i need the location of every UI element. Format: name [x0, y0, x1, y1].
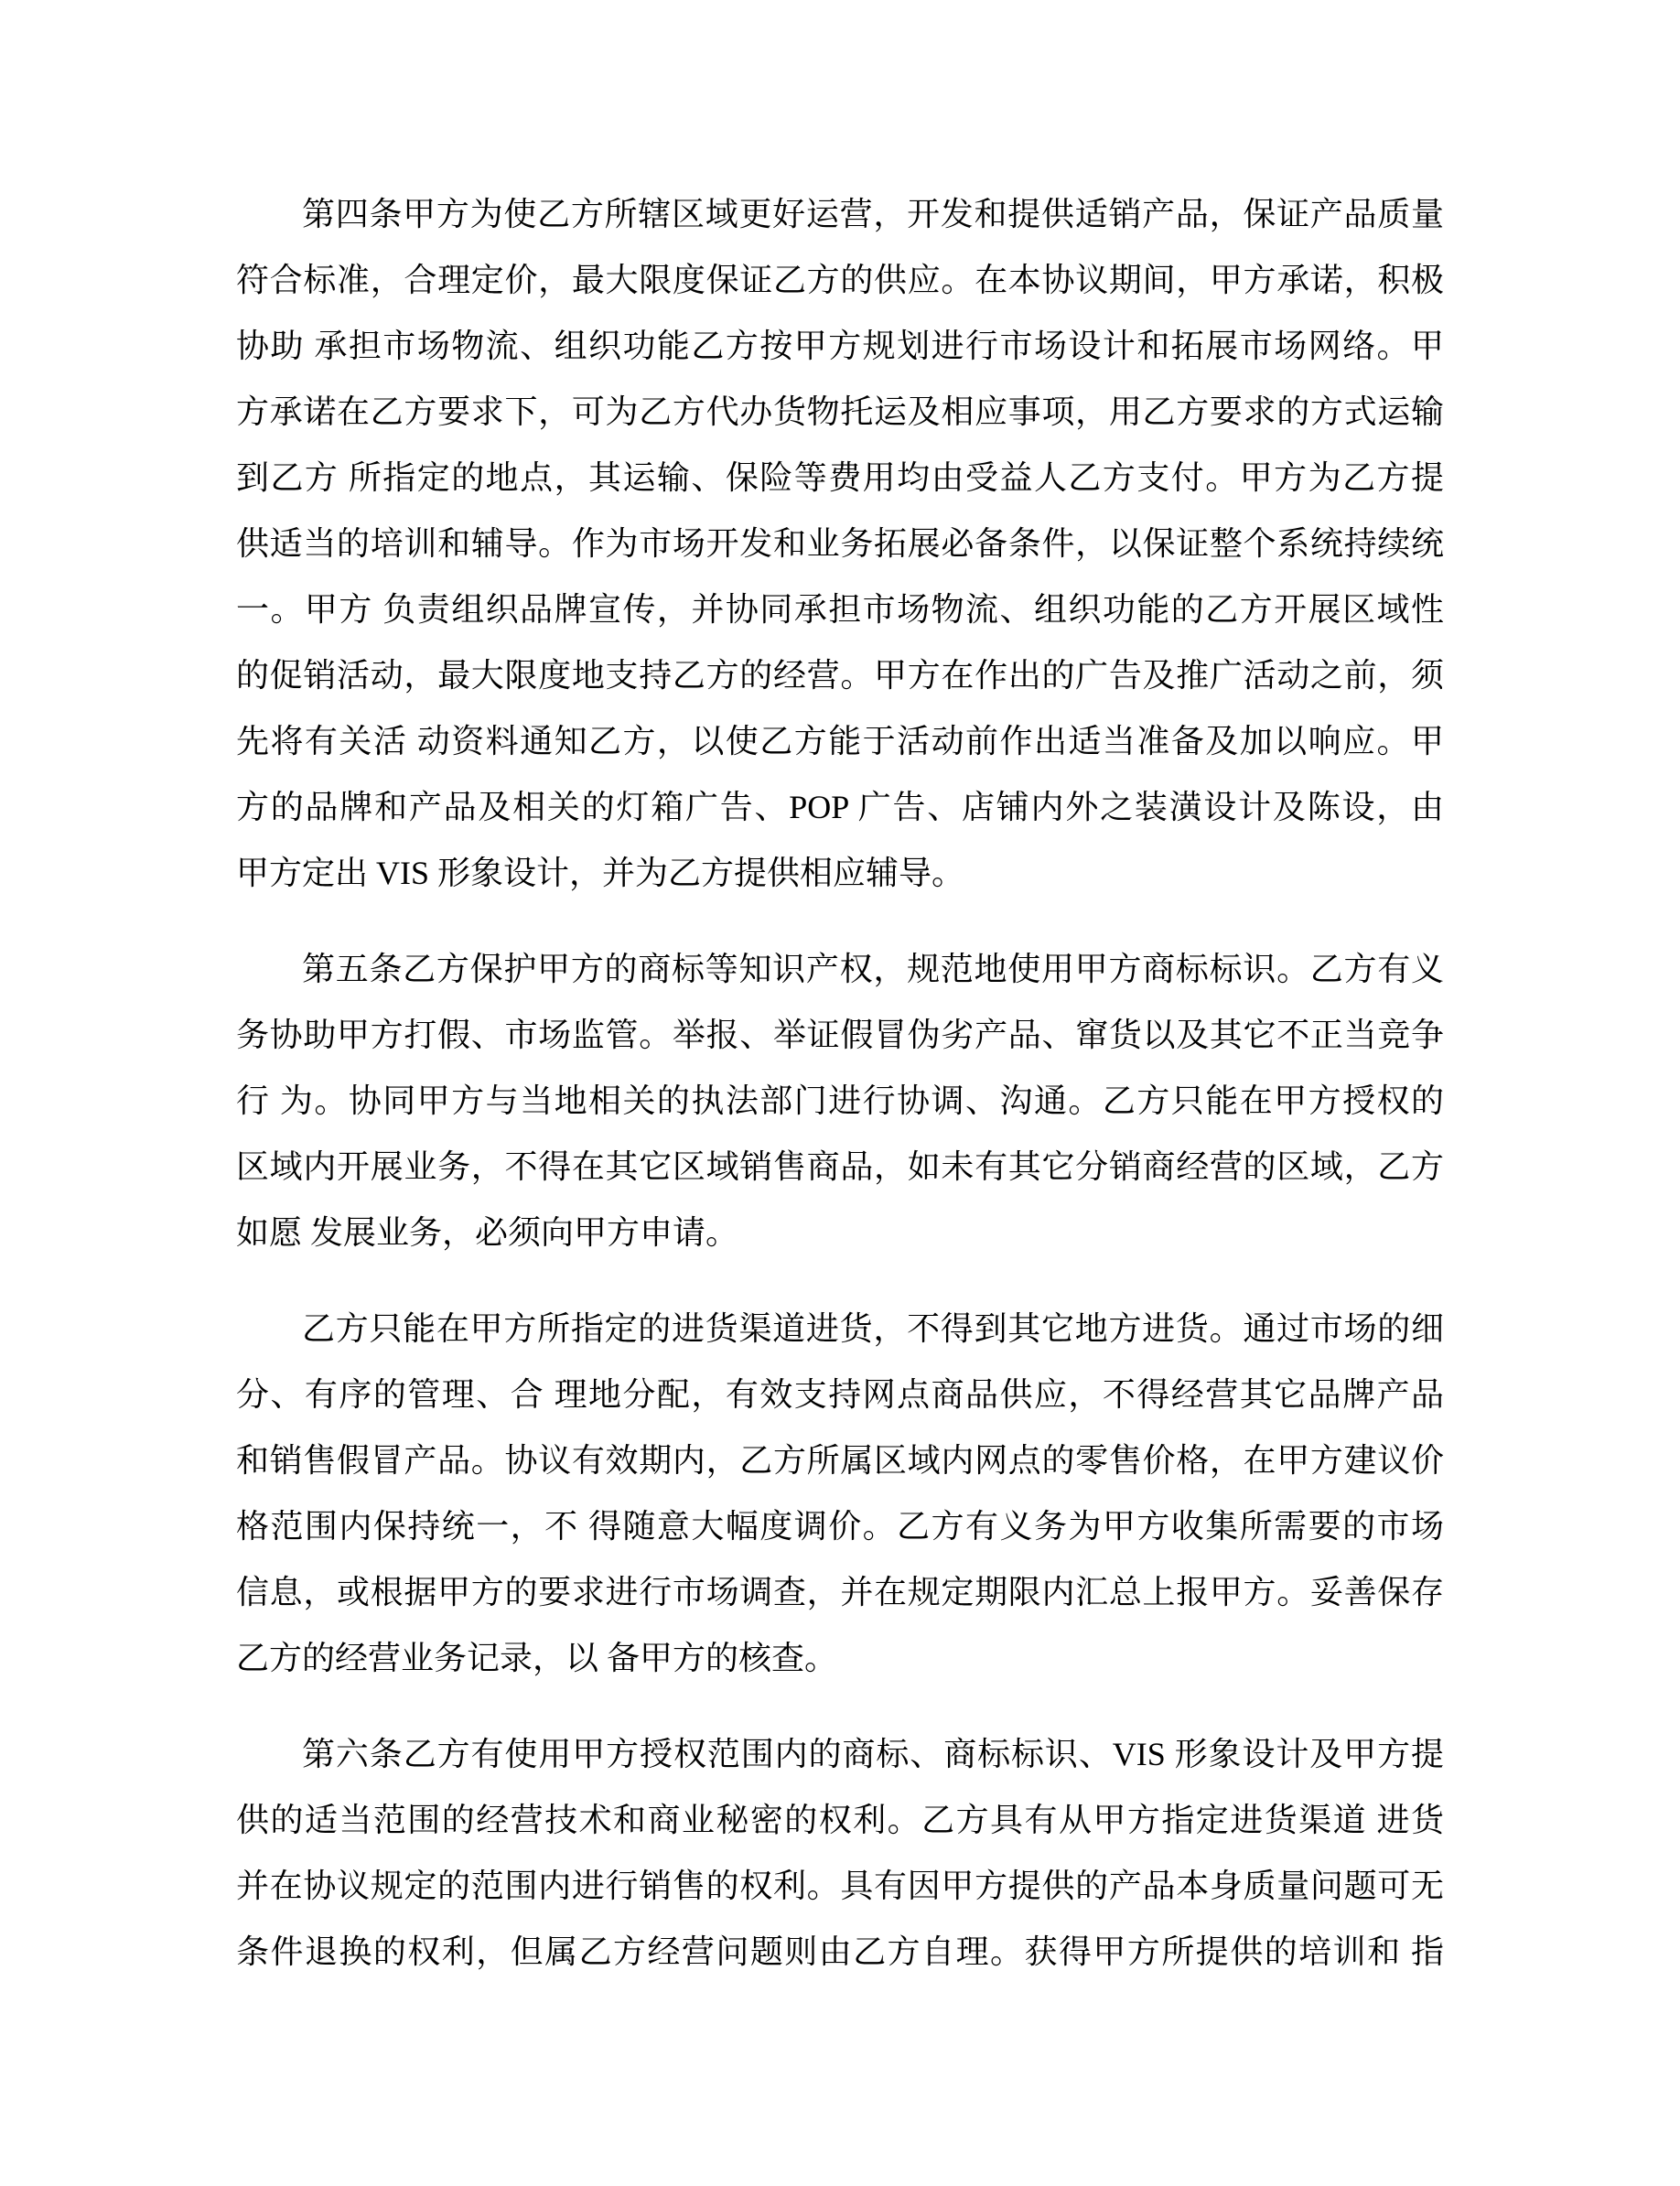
text-line: 务协助甲方打假、市场监管。举报、举证假冒伪劣产品、窜货以及其它不正当竞争	[236, 1017, 1444, 1053]
text-line: 分、有序的管理、合 理地分配，有效支持网点商品供应，不得经营其它品牌产品	[236, 1376, 1444, 1413]
article-5-paragraph	[236, 936, 1444, 1265]
text-line: 到乙方 所指定的地点，其运输、保险等费用均由受益人乙方支付。甲方为乙方提	[236, 459, 1444, 496]
text-line: 供的适当范围的经营技术和商业秘密的权利。乙方具有从甲方指定进货渠道 进货	[236, 1802, 1444, 1838]
text-line: 条件退换的权利，但属乙方经营问题则由乙方自理。获得甲方所提供的培训和 指	[236, 1933, 1444, 1970]
text-line: 方承诺在乙方要求下，可为乙方代办货物托运及相应事项，用乙方要求的方式运输	[236, 393, 1444, 430]
text-line: 行 为。协同甲方与当地相关的执法部门进行协调、沟通。乙方只能在甲方授权的	[236, 1082, 1444, 1119]
text-line: 并在协议规定的范围内进行销售的权利。具有因甲方提供的产品本身质量问题可无	[236, 1868, 1444, 1904]
article-6-paragraph	[236, 1721, 1444, 1985]
text-line: 供适当的培训和辅导。作为市场开发和业务拓展必备条件，以保证整个系统持续统	[236, 525, 1444, 562]
text-line: 先将有关活 动资料通知乙方，以使乙方能于活动前作出适当准备及加以响应。甲	[236, 723, 1444, 759]
text-line: 如愿 发展业务，必须向甲方申请。	[236, 1214, 739, 1251]
text-line: 乙方只能在甲方所指定的进货渠道进货，不得到其它地方进货。通过市场的细	[302, 1310, 1444, 1347]
text-line: 区域内开展业务，不得在其它区域销售商品，如未有其它分销商经营的区域，乙方	[236, 1148, 1444, 1185]
text-line: 第六条乙方有使用甲方授权范围内的商标、商标标识、VIS 形象设计及甲方提	[302, 1736, 1444, 1772]
text-line: 和销售假冒产品。协议有效期内，乙方所属区域内网点的零售价格，在甲方建议价	[236, 1442, 1444, 1479]
text-line: 格范围内保持统一，不 得随意大幅度调价。乙方有义务为甲方收集所需要的市场	[236, 1508, 1444, 1545]
text-line: 协助 承担市场物流、组织功能乙方按甲方规划进行市场设计和拓展市场网络。甲	[236, 328, 1444, 364]
text-line: 第四条甲方为使乙方所辖区域更好运营，开发和提供适销产品，保证产品质量	[302, 196, 1444, 232]
document-body	[236, 181, 1444, 1985]
text-line: 方的品牌和产品及相关的灯箱广告、POP 广告、店铺内外之装潢设计及陈设，由	[236, 789, 1444, 825]
article-5-continued-paragraph	[236, 1296, 1444, 1691]
text-line: 甲方定出 VIS 形象设计，并为乙方提供相应辅导。	[236, 855, 965, 891]
text-line: 符合标准，合理定价，最大限度保证乙方的供应。在本协议期间，甲方承诺，积极	[236, 262, 1444, 298]
text-line: 第五条乙方保护甲方的商标等知识产权，规范地使用甲方商标标识。乙方有义	[302, 951, 1444, 987]
text-line: 的促销活动，最大限度地支持乙方的经营。甲方在作出的广告及推广活动之前，须	[236, 657, 1444, 694]
article-4-paragraph	[236, 181, 1444, 906]
text-line: 一。甲方 负责组织品牌宣传，并协同承担市场物流、组织功能的乙方开展区域性	[236, 591, 1444, 628]
text-line: 乙方的经营业务记录，以 备甲方的核查。	[236, 1640, 838, 1676]
text-line: 信息，或根据甲方的要求进行市场调查，并在规定期限内汇总上报甲方。妥善保存	[236, 1574, 1444, 1610]
